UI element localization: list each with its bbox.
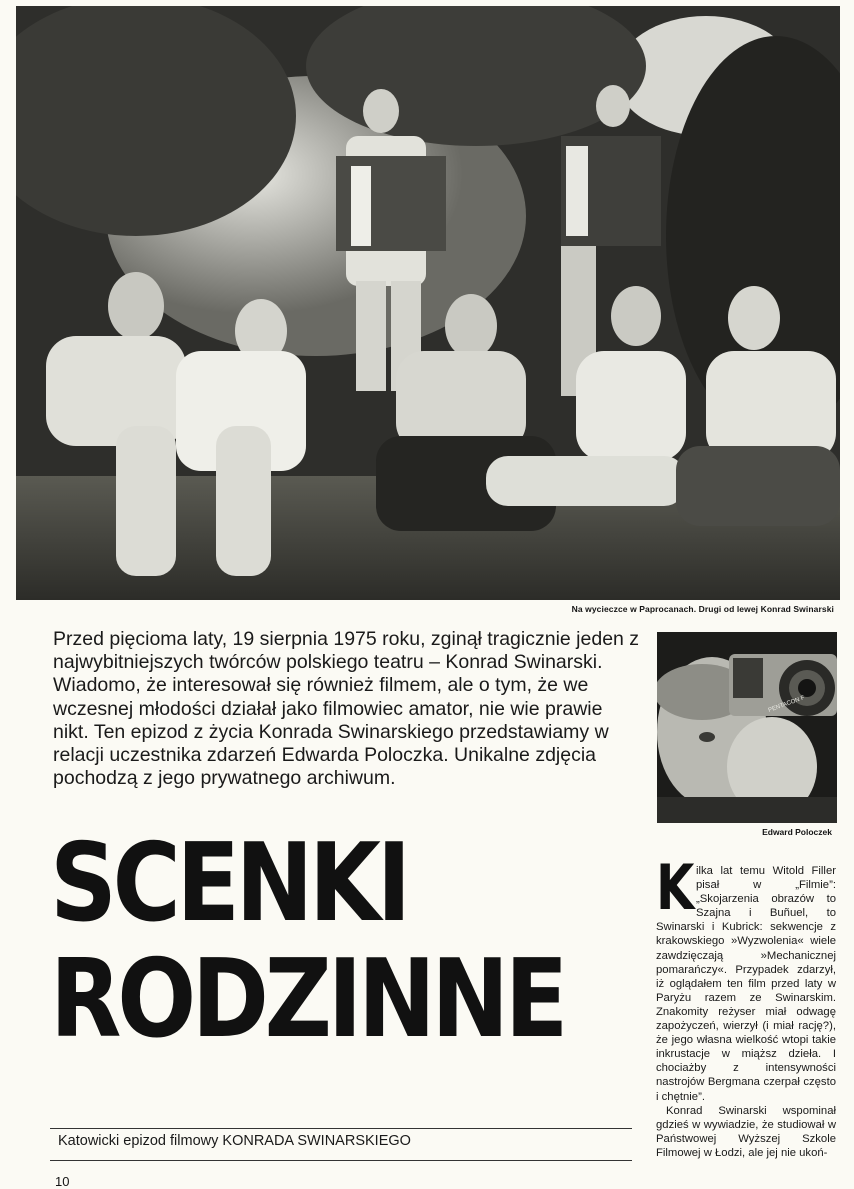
article-paragraph-1: ilka lat temu Witold Filler pisał w „Filmie”: „Skojarzenia obrazów to Szajna i Buñuel, to Swinarski i Kubrick: sekwencje z krakowskiego »Wyzwolenia« wiele zawdzięczają »Mechanicznej pomarańczy«. Przypadek zdarzył, iż oglądałem ten film przed laty w Paryżu razem ze Swinarskim. Znakomity reżyser miał odwagę zapożyczeń, wierzył (i miał rację?), że jego własna wielkość wtopi takie inkrustacje w miąższ dzieła. I chociażby z intensywności nastrojów Bergmana czerpał często i chętnie”. [656,865,836,1103]
subtitle-rule-bottom [50,1160,632,1161]
headline-line-2: RODZINNE [50,937,564,1062]
article-paragraph-2: Konrad Swinarski wspominał gdzieś w wywiadzie, że studiował w Państwowej Wyższej Szkole Filmowej w Łodzi, ale jej nie ukoń- [656,1104,836,1159]
group-photo [16,6,840,600]
headline-line-1: SCENKI [50,821,407,946]
portrait-illustration [657,632,837,823]
portrait-photo [657,632,837,823]
photo-caption: Na wycieczce w Paprocanach. Drugi od lewej Konrad Swinarski [571,604,834,614]
camera-brand-label: PENTACON F [767,695,806,714]
subtitle: Katowicki epizod filmowy KONRADA SWINARSKIEGO [58,1133,411,1149]
intro-paragraph: Przed pięcioma laty, 19 sierpnia 1975 roku, zginął tragicznie jeden z najwybitniejszych twórców polskiego teatru – Konrad Swinarski. Wiadomo, że interesował się również filmem, ale o tym, że we wczesnej młodości działał jako filmowiec amator, nie wie prawie nikt. Ten epizod z życia Konrada Swinarskiego przedstawiamy w relacji uczestnika zdarzeń Edwarda Poloczka. Unikalne zdjęcia pochodzą z jego prywatnego archiwum. [53,628,640,790]
article-column [656,851,836,1160]
portrait-caption: Edward Poloczek [762,827,832,837]
subtitle-rule-top [50,1128,632,1129]
drop-cap: K [656,851,695,924]
page-number: 10 [55,1174,70,1189]
group-photo-illustration [16,6,840,600]
headline [50,821,564,1062]
